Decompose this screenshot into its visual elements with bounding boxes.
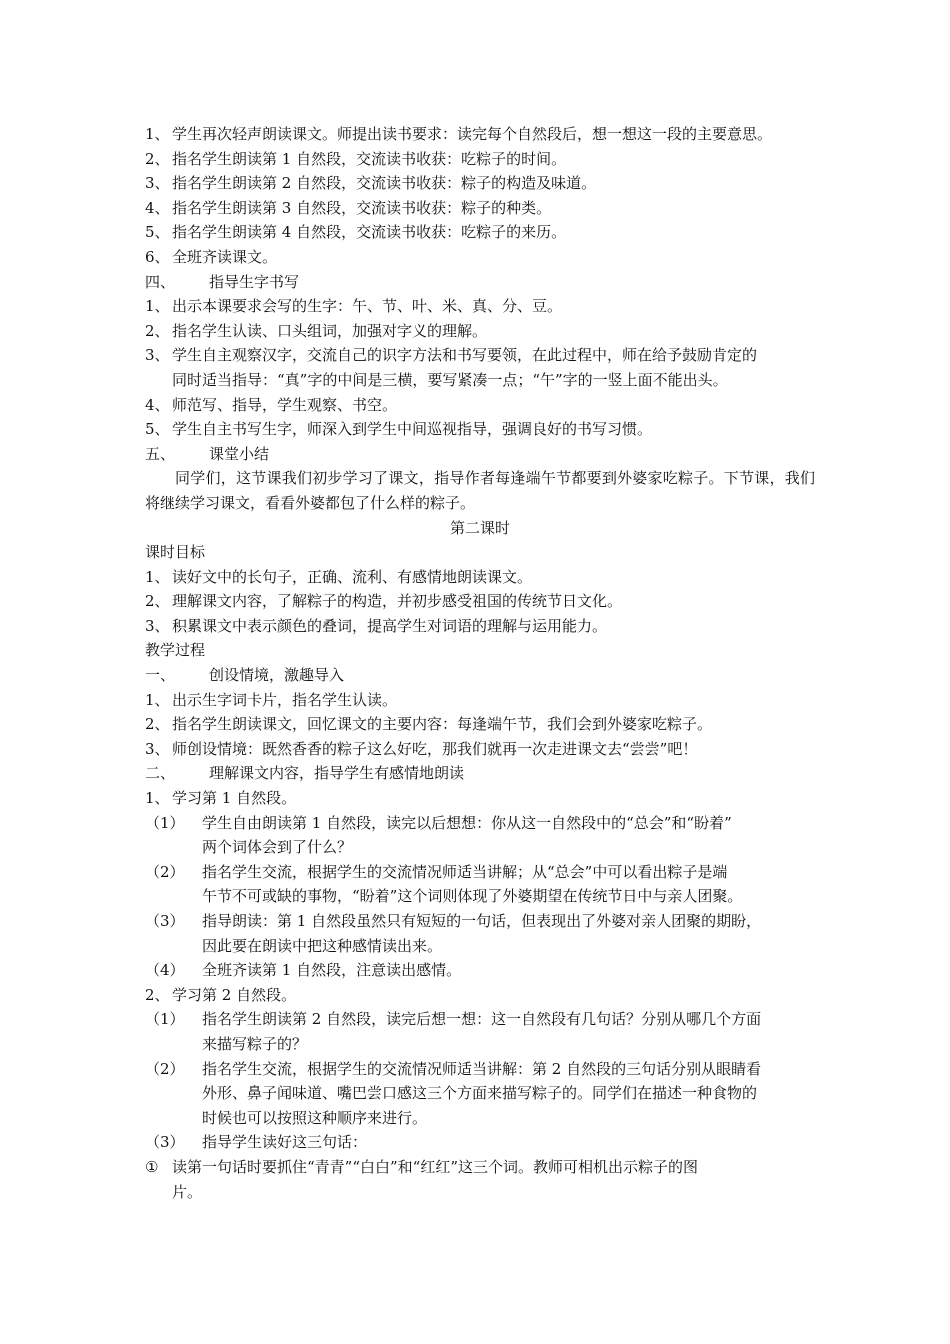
list-text: 学习第 1 自然段。	[172, 789, 297, 808]
sub-list-text: 指名学生交流，根据学生的交流情况师适当讲解；从“总会”中可以看出粽子是端	[202, 862, 728, 881]
list-number: 3、	[145, 174, 170, 193]
list-number: 1、	[145, 125, 170, 143]
list-item	[145, 220, 815, 245]
list-number: 1、	[145, 567, 170, 586]
sub-list-number: （2）	[145, 862, 185, 881]
sub-list-continuation: 午节不可或缺的事物，“盼着”这个词则体现了外婆期望在传统节日中与亲人团聚。	[202, 887, 743, 906]
summary-paragraph: 同学们，这节课我们初步学习了课文，指导作者每逢端午节都要到外婆家吃粽子。下节课，我们将继续学习课文，看看外婆都包了什么样的粽子。	[145, 469, 815, 512]
list-text: 学生再次轻声朗读课文。师提出读书要求：读完每个自然段后，想一想这一段的主要意思。	[172, 125, 773, 143]
circled-list-text: 读第一句话时要抓住“青青”“白白”和“红红”这三个词。教师可相机出示粽子的图	[172, 1157, 699, 1176]
list-item	[145, 147, 815, 172]
sub-list-continuation: 来描写粽子的？	[202, 1034, 308, 1053]
list-item	[145, 294, 815, 319]
list-text: 指名学生朗读第 1 自然段，交流读书收获：吃粽子的时间。	[172, 149, 567, 168]
section-title: 创设情境，激趣导入	[209, 666, 345, 685]
lesson-title: 第二课时	[449, 518, 510, 537]
sub-list-number: （1）	[145, 813, 185, 832]
section-title: 课堂小结	[209, 444, 270, 463]
list-item	[145, 786, 815, 811]
sub-list-number: （4）	[145, 961, 185, 980]
document-page	[145, 122, 815, 1204]
list-number: 1、	[145, 690, 170, 709]
section-title: 理解课文内容，指导学生有感情地朗读	[209, 764, 465, 783]
list-text: 指名学生朗读第 3 自然段，交流读书收获：粽子的种类。	[172, 198, 552, 217]
list-item	[145, 343, 815, 368]
circled-list-continuation: 片。	[172, 1182, 203, 1201]
list-item	[145, 393, 815, 418]
list-text: 指名学生认读、口头组词，加强对字义的理解。	[172, 321, 488, 340]
list-number: 2、	[145, 321, 170, 340]
circled-list-item	[145, 1155, 815, 1180]
list-item	[145, 171, 815, 196]
list-text: 师创设情境：既然香香的粽子这么好吃，那我们就再一次走进课文去“尝尝”吧！	[172, 739, 698, 758]
list-item	[145, 319, 815, 344]
list-number: 4、	[145, 198, 170, 217]
list-text: 读好文中的长句子，正确、流利、有感情地朗读课文。	[172, 567, 533, 586]
list-text: 全班齐读课文。	[172, 247, 278, 266]
list-item	[145, 122, 815, 147]
sub-list-continuation: 两个词体会到了什么？	[202, 838, 353, 857]
sub-list-continuation: 因此要在朗读中把这种感情读出来。	[202, 936, 443, 955]
list-item	[145, 245, 815, 270]
list-number: 2、	[145, 592, 170, 611]
list-number: 6、	[145, 247, 170, 266]
sub-list-item	[145, 958, 815, 983]
list-text: 学生自主书写生字，师深入到学生中间巡视指导，强调良好的书写习惯。	[172, 420, 653, 439]
list-text: 指名学生朗读课文，回忆课文的主要内容：每逢端午节，我们会到外婆家吃粽子。	[172, 715, 713, 734]
circled-number: ①	[145, 1157, 159, 1176]
sub-list-continuation: 时候也可以按照这种顺序来进行。	[202, 1108, 428, 1127]
list-number: 1、	[145, 297, 170, 316]
list-text: 出示本课要求会写的生字：午、节、叶、米、真、分、豆。	[172, 297, 563, 316]
section-heading	[145, 270, 815, 295]
section-number: 四、	[145, 272, 176, 291]
list-number: 3、	[145, 346, 170, 365]
list-number: 2、	[145, 149, 170, 168]
sub-list-item	[145, 1007, 815, 1032]
list-text: 指名学生朗读第 4 自然段，交流读书收获：吃粽子的来历。	[172, 223, 567, 242]
list-text: 学习第 2 自然段。	[172, 985, 297, 1004]
sub-list-text: 学生自由朗读第 1 自然段，读完以后想想：你从这一自然段中的“总会”和“盼着”	[202, 813, 732, 832]
list-item	[145, 417, 815, 442]
section-title: 指导生字书写	[209, 272, 300, 291]
list-text: 积累课文中表示颜色的叠词，提高学生对词语的理解与运用能力。	[172, 616, 608, 635]
list-number: 1、	[145, 789, 170, 808]
list-item	[145, 983, 815, 1008]
list-number: 2、	[145, 985, 170, 1004]
list-continuation: 同时适当指导：“真”字的中间是三横，要写紧凑一点；“午”字的一竖上面不能出头。	[172, 370, 728, 389]
sub-list-text: 指名学生朗读第 2 自然段，读完后想一想：这一自然段有几句话？分别从哪几个方面	[202, 1010, 762, 1029]
list-text: 指名学生朗读第 2 自然段，交流读书收获：粽子的构造及味道。	[172, 174, 597, 193]
list-number: 4、	[145, 395, 170, 414]
subheading-objectives: 课时目标	[145, 543, 206, 562]
sub-list-text: 指名学生交流，根据学生的交流情况师适当讲解：第 2 自然段的三句话分别从眼睛看	[202, 1059, 762, 1078]
sub-list-item	[145, 909, 815, 934]
section-heading	[145, 663, 815, 688]
list-item	[145, 589, 815, 614]
sub-list-number: （3）	[145, 912, 185, 930]
list-text: 学生自主观察汉字，交流自己的识字方法和书写要领，在此过程中，师在给予鼓励肯定的	[172, 346, 758, 365]
sub-list-item	[145, 1130, 815, 1155]
list-number: 2、	[145, 715, 170, 734]
list-item	[145, 737, 815, 762]
sub-list-text: 指导学生读好这三句话：	[202, 1133, 368, 1152]
list-number: 5、	[145, 420, 170, 439]
list-number: 3、	[145, 739, 170, 758]
sub-list-text: 指导朗读：第 1 自然段虽然只有短短的一句话，但表现出了外婆对亲人团聚的期盼，	[202, 912, 762, 930]
section-number: 一、	[145, 666, 176, 685]
section-heading	[145, 442, 815, 467]
section-number: 二、	[145, 764, 176, 783]
list-item	[145, 688, 815, 713]
sub-list-number: （1）	[145, 1010, 185, 1029]
list-text: 师范写、指导，学生观察、书空。	[172, 395, 398, 414]
list-text: 理解课文内容，了解粽子的构造，并初步感受祖国的传统节日文化。	[172, 592, 623, 611]
list-text: 出示生字词卡片，指名学生认读。	[172, 690, 398, 709]
sub-list-number: （2）	[145, 1059, 185, 1078]
list-item	[145, 614, 815, 639]
list-number: 3、	[145, 616, 170, 635]
list-item	[145, 712, 815, 737]
sub-list-continuation: 外形、鼻子闻味道、嘴巴尝口感这三个方面来描写粽子的。同学们在描述一种食物的	[202, 1084, 758, 1103]
section-number: 五、	[145, 444, 176, 463]
list-number: 5、	[145, 223, 170, 242]
list-item	[145, 196, 815, 221]
section-heading	[145, 761, 815, 786]
list-item	[145, 565, 815, 590]
sub-list-number: （3）	[145, 1133, 185, 1152]
sub-list-item	[145, 860, 815, 885]
sub-list-text: 全班齐读第 1 自然段，注意读出感情。	[202, 961, 462, 980]
sub-list-item	[145, 811, 815, 836]
subheading-process: 教学过程	[145, 641, 206, 660]
sub-list-item	[145, 1057, 815, 1082]
